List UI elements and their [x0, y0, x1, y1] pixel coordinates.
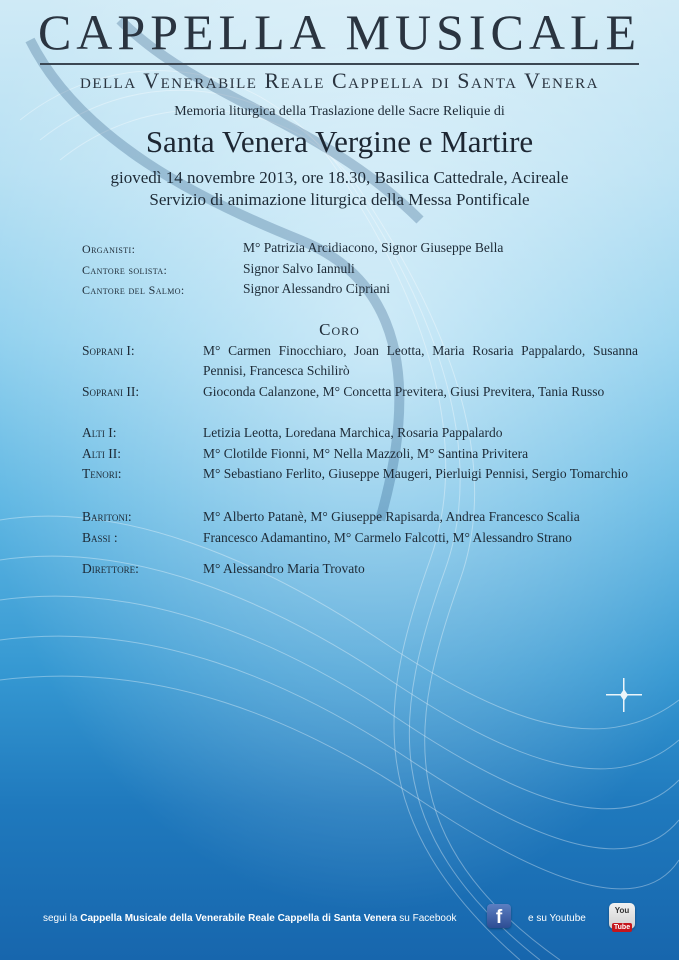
footer-follow-text: [43, 913, 457, 924]
choir-baritoni-names: M° Alberto Patanè, M° Giuseppe Rapisarda, Andrea Francesco Scalia: [203, 509, 580, 524]
choir-tenori-label: Tenori:: [82, 466, 122, 481]
choir-soprani1-names: M° Carmen Finocchiaro, Joan Leotta, Maria Rosaria Pappalardo, Susanna Pennisi, Francesca Schilirò: [203, 343, 638, 378]
director-name: M° Alessandro Maria Trovato: [203, 561, 365, 576]
footer-youtube-text: e su Youtube: [528, 913, 586, 924]
subtitle: della Venerabile Reale Cappella di Santa Venera: [80, 68, 599, 93]
director-label: Direttore:: [82, 561, 139, 576]
role-soloist-label: Cantore solista:: [82, 263, 168, 277]
title-divider: [40, 63, 639, 65]
choir-soprani1-label: Soprani I:: [82, 343, 135, 358]
date-location: giovedì 14 novembre 2013, ore 18.30, Basilica Cattedrale, Acireale: [110, 168, 569, 187]
youtube-icon-you: You: [614, 906, 630, 915]
choir-baritoni-label: Baritoni:: [82, 509, 132, 524]
role-soloist-names: Signor Salvo Iannuli: [243, 261, 355, 276]
service-description: Servizio di animazione liturgica della Messa Pontificale: [149, 190, 530, 209]
facebook-icon-glyph: f: [495, 907, 503, 928]
occasion-line: Memoria liturgica della Traslazione delle Sacre Reliquie di: [174, 104, 505, 119]
role-psalm-names: Signor Alessandro Cipriani: [243, 281, 390, 296]
page-title: CAPPELLA MUSICALE: [37, 4, 642, 60]
role-organists-names: M° Patrizia Arcidiacono, Signor Giuseppe Bella: [243, 240, 504, 255]
footer-suffix: su Facebook: [396, 913, 457, 924]
youtube-icon-tube: Tube: [613, 924, 631, 931]
choir-alti2-names: M° Clotilde Fionni, M° Nella Mazzoli, M° Santina Privitera: [203, 446, 529, 461]
saint-name: Santa Venera Vergine e Martire: [145, 124, 534, 159]
footer-link-cappella[interactable]: Cappella Musicale della Venerabile Reale Cappella di Santa Venera: [80, 913, 397, 924]
choir-alti1-label: Alti I:: [82, 425, 117, 440]
role-psalm-label: Cantore del Salmo:: [82, 283, 185, 297]
facebook-icon[interactable]: [487, 904, 511, 928]
choir-soprani2-names: Gioconda Calanzone, M° Concetta Previtera, Giusi Previtera, Tania Russo: [203, 384, 605, 399]
choir-soprani2-label: Soprani II:: [82, 384, 140, 399]
footer-prefix: segui la: [43, 913, 81, 924]
choir-bassi-names: Francesco Adamantino, M° Carmelo Falcotti, M° Alessandro Strano: [203, 530, 572, 545]
youtube-icon[interactable]: [609, 903, 635, 929]
choir-heading: Coro: [319, 320, 360, 339]
choir-bassi-label: Bassi :: [82, 530, 118, 545]
role-organists-label: Organisti:: [82, 242, 136, 256]
choir-tenori-names: M° Sebastiano Ferlito, Giuseppe Maugeri, Pierluigi Pennisi, Sergio Tomarchio: [203, 466, 629, 481]
choir-alti2-label: Alti II:: [82, 446, 122, 461]
choir-alti1-names: Letizia Leotta, Loredana Marchica, Rosaria Pappalardo: [203, 425, 503, 440]
